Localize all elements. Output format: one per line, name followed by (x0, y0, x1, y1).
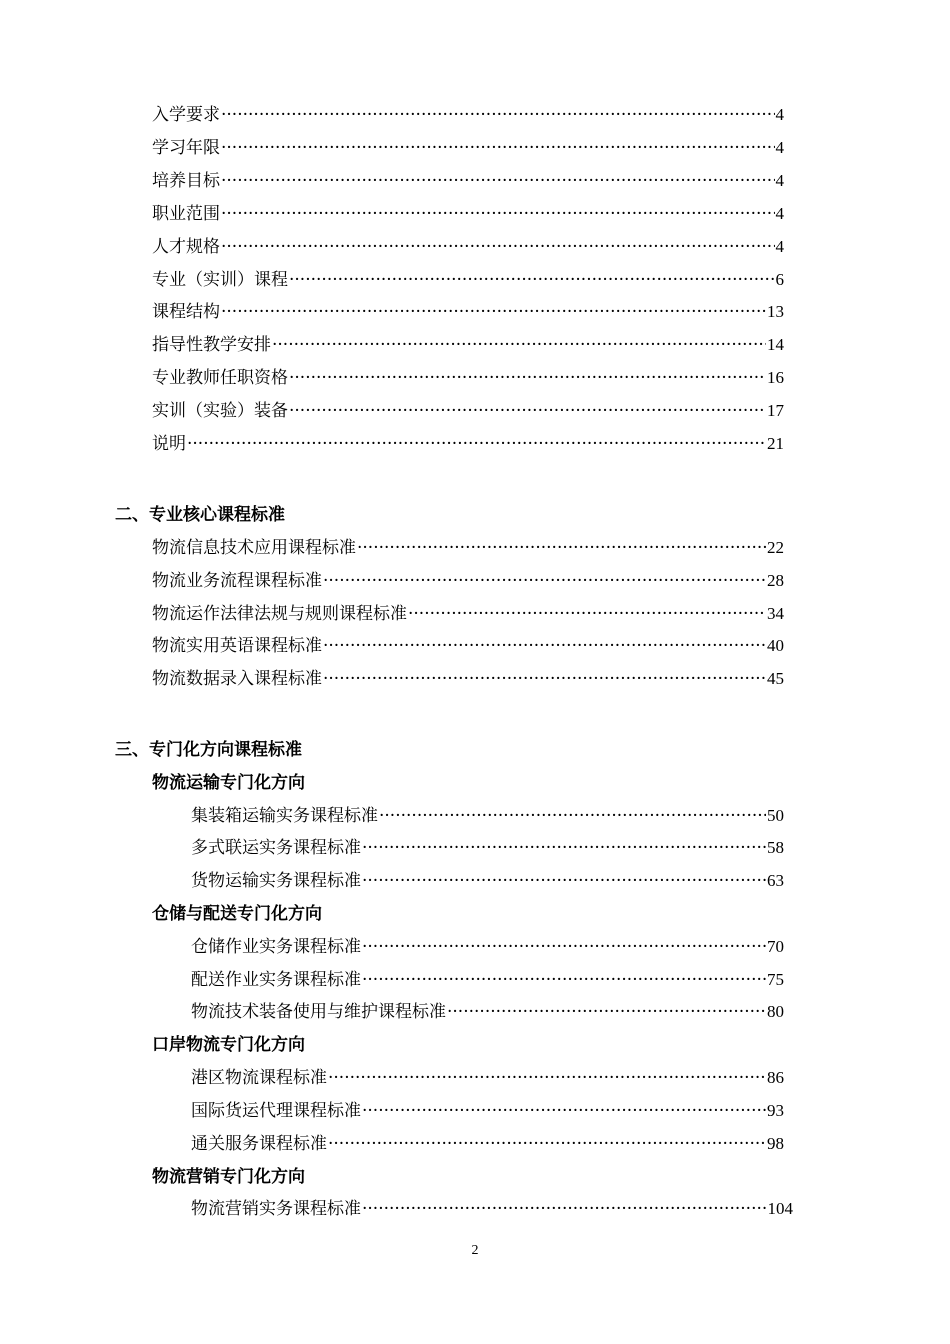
page-number: 2 (471, 1243, 479, 1258)
toc-entry-page: 4 (775, 138, 784, 157)
toc-entry-label: 物流运作法律法规与规则课程标准 (152, 604, 407, 624)
toc-entry-page: 4 (775, 105, 784, 124)
toc-entry-page: 40 (767, 636, 784, 655)
toc-entry[interactable] (191, 995, 784, 1023)
toc-entry-label: 培养目标 (152, 171, 220, 191)
toc-leader (362, 936, 766, 958)
toc-entry-page: 104 (767, 1199, 793, 1218)
toc-entry-page: 58 (767, 838, 784, 857)
toc-leader (408, 603, 766, 625)
toc-entry[interactable] (152, 328, 784, 356)
toc-leader (323, 635, 766, 657)
toc-entry[interactable] (152, 662, 784, 690)
toc-entry[interactable] (152, 629, 784, 657)
toc-leader (362, 870, 766, 892)
toc-leader (328, 1133, 766, 1155)
toc-entry[interactable] (152, 361, 784, 389)
toc-entry-page: 50 (767, 806, 784, 825)
toc-entry-page: 4 (775, 237, 784, 256)
toc-entry-label: 仓储作业实务课程标准 (191, 937, 361, 957)
toc-entry[interactable] (191, 799, 784, 827)
toc-entry[interactable] (191, 1061, 784, 1089)
toc-entry-label: 多式联运实务课程标准 (191, 838, 361, 858)
toc-entry-page: 4 (775, 171, 784, 190)
toc-entry[interactable] (191, 864, 784, 892)
toc-entry[interactable] (152, 531, 784, 559)
toc-entry-label: 通关服务课程标准 (191, 1134, 327, 1154)
toc-entry[interactable] (191, 1127, 784, 1155)
toc-entry[interactable] (191, 963, 784, 991)
toc-leader (221, 137, 775, 159)
toc-entry-page: 22 (767, 538, 784, 557)
toc-entry-label: 物流业务流程课程标准 (152, 571, 322, 591)
toc-entry-label: 物流数据录入课程标准 (152, 669, 322, 689)
toc-leader (447, 1001, 766, 1023)
toc-leader (323, 570, 766, 592)
toc-entry-page: 34 (767, 604, 784, 623)
toc-entry[interactable] (191, 1094, 784, 1122)
toc-entry-label: 港区物流课程标准 (191, 1068, 327, 1088)
subsection-heading: 物流运输专门化方向 (152, 773, 305, 793)
subsection-heading: 仓储与配送专门化方向 (152, 904, 322, 924)
toc-entry[interactable] (191, 831, 784, 859)
toc-entry[interactable] (152, 131, 784, 159)
toc-entry-label: 物流实用英语课程标准 (152, 636, 322, 656)
toc-leader (289, 367, 766, 389)
toc-entry-label: 货物运输实务课程标准 (191, 871, 361, 891)
toc-leader (362, 1198, 767, 1220)
toc-entry-page: 13 (767, 302, 784, 321)
toc-leader (357, 537, 766, 559)
toc-entry-label: 专业教师任职资格 (152, 368, 288, 388)
toc-entry-page: 86 (767, 1068, 784, 1087)
toc-entry[interactable] (152, 263, 784, 291)
toc-leader (221, 203, 775, 225)
toc-leader (328, 1067, 766, 1089)
toc-entry[interactable] (152, 427, 784, 455)
toc-entry-page: 63 (767, 871, 784, 890)
toc-entry-label: 课程结构 (152, 302, 220, 322)
toc-leader (362, 969, 766, 991)
toc-entry-label: 学习年限 (152, 138, 220, 158)
toc-entry[interactable] (152, 394, 784, 422)
toc-entry-page: 17 (767, 401, 784, 420)
toc-entry[interactable] (152, 98, 784, 126)
toc-leader (289, 400, 766, 422)
toc-entry[interactable] (191, 1192, 793, 1220)
toc-leader (272, 334, 766, 356)
toc-entry[interactable] (152, 295, 784, 323)
toc-entry-label: 物流营销实务课程标准 (191, 1199, 361, 1219)
toc-leader (362, 1100, 766, 1122)
toc-entry-label: 物流信息技术应用课程标准 (152, 538, 356, 558)
toc-leader (187, 433, 766, 455)
toc-leader (289, 269, 775, 291)
toc-entry-label: 人才规格 (152, 237, 220, 257)
subsection-heading: 口岸物流专门化方向 (152, 1035, 305, 1055)
toc-leader (362, 837, 766, 859)
toc-entry-label: 入学要求 (152, 105, 220, 125)
toc-entry[interactable] (152, 564, 784, 592)
toc-entry-label: 实训（实验）装备 (152, 401, 288, 421)
toc-entry-label: 配送作业实务课程标准 (191, 970, 361, 990)
toc-entry-page: 4 (775, 204, 784, 223)
toc-entry-label: 说明 (152, 434, 186, 454)
toc-entry[interactable] (152, 230, 784, 258)
section-heading: 二、专业核心课程标准 (115, 505, 285, 525)
toc-entry[interactable] (152, 197, 784, 225)
toc-entry-page: 75 (767, 970, 784, 989)
toc-entry[interactable] (152, 164, 784, 192)
toc-entry-label: 物流技术装备使用与维护课程标准 (191, 1002, 446, 1022)
toc-leader (323, 668, 766, 690)
section-heading: 三、专门化方向课程标准 (115, 740, 302, 760)
toc-leader (221, 104, 775, 126)
toc-entry-page: 98 (767, 1134, 784, 1153)
toc-entry-label: 指导性教学安排 (152, 335, 271, 355)
toc-leader (221, 236, 775, 258)
toc-entry-page: 45 (767, 669, 784, 688)
toc-leader (221, 301, 766, 323)
toc-entry-label: 集装箱运输实务课程标准 (191, 806, 378, 826)
toc-entry-label: 专业（实训）课程 (152, 270, 288, 290)
toc-entry-page: 6 (775, 270, 784, 289)
toc-entry-page: 80 (767, 1002, 784, 1021)
toc-entry[interactable] (152, 597, 784, 625)
toc-leader (221, 170, 775, 192)
toc-entry-page: 14 (767, 335, 784, 354)
toc-entry-page: 21 (767, 434, 784, 453)
toc-entry-label: 国际货运代理课程标准 (191, 1101, 361, 1121)
toc-entry-page: 93 (767, 1101, 784, 1120)
toc-entry-page: 70 (767, 937, 784, 956)
subsection-heading: 物流营销专门化方向 (152, 1167, 305, 1187)
toc-leader (379, 805, 766, 827)
toc-entry-label: 职业范围 (152, 204, 220, 224)
toc-entry-page: 16 (767, 368, 784, 387)
toc-entry-page: 28 (767, 571, 784, 590)
toc-entry[interactable] (191, 930, 784, 958)
